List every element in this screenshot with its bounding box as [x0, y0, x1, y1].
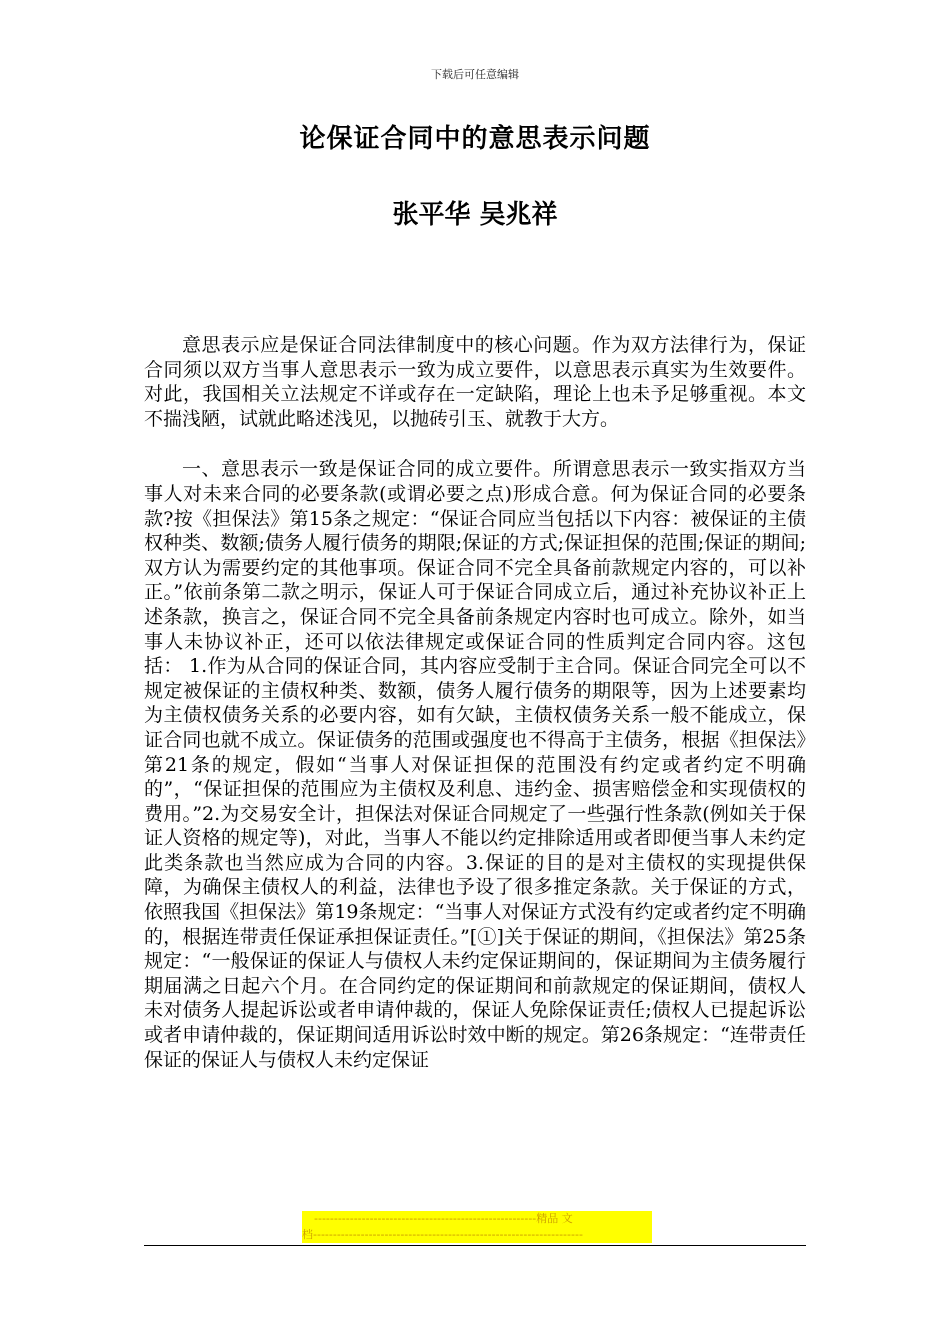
paragraph-section-1: 一、意思表示一致是保证合同的成立要件。所谓意思表示一致实指双方当事人对未来合同的必要条款(或谓必要之点)形成合意。何为保证合同的必要条款?按《担保法》第15条之规定：“保证合同应当包括以下内容：被保证的主债权种类、数额;债务人履行债务的期限;保证的方式;保证担保的范围;保证的期间;双方认为需要约定的其他事项。保证合同不完全具备前款规定内容的，可以补正。”依前条第二款之明示，保证人可于保证合同成立后，通过补充协议补正上述条款，换言之，保证合同不完全具备前条规定内容时也可成立。除外，如当事人未协议补正，还可以依法律规定或保证合同的性质判定合同内容。这包括： 1.作为从合同的保证合同，其内容应受制于主合同。保证合同完全可以不规定被保证的主债权种类、数额，债务人履行债务的期限等，因为上述要素均为主债权债务关系的必要内容，如有欠缺，主债权债务关系一般不能成立，保证合同也就不成立。保证债务的范围或强度也不得高于主债务，根据《担保法》第21条的规定，假如“当事人对保证担保的范围没有约定或者约定不明确的”，“保证担保的范围应为主债权及利息、违约金、损害赔偿金和实现债权的费用。”2.为交易安全计，担保法对保证合同规定了一些强行性条款(例如关于保证人资格的规定等)，对此，当事人不能以约定排除适用或者即便当事人未约定此类条款也当然应成为合同的内容。3.保证的目的是对主债权的实现提供保障，为确保主债权人的利益，法律也予设了很多推定条款。关于保证的方式，依照我国《担保法》第19条规定：“当事人对保证方式没有约定或者约定不明确的，根据连带责任保证承担保证责任。”[①]关于保证的期间，《担保法》第25条规定：“一般保证的保证人与债权人未约定保证期间的，保证期间为主债务履行期届满之日起六个月。在合同约定的保证期间和前款规定的保证期间，债权人未对债务人提起诉讼或者申请仲裁的，保证人免除保证责任;债权人已提起诉讼或者申请仲裁的，保证期间适用诉讼时效中断的规定。第26条规定：“连带责任保证的保证人与债权人未约定保证	[144, 458, 806, 1071]
document-body	[144, 333, 806, 1072]
footer-banner-line-2: 档--------------------------------------------------------------------	[302, 1228, 583, 1241]
footer-banner-line-1: --------------------------------------------------------精品 文	[314, 1212, 573, 1225]
header-note: 下载后可任意编辑	[431, 68, 519, 81]
paragraph-intro: 意思表示应是保证合同法律制度中的核心问题。作为双方法律行为，保证合同须以双方当事人意思表示一致为成立要件，以意思表示真实为生效要件。对此，我国相关立法规定不详或存在一定缺陷，理论上也未予足够重视。本文不揣浅陋，试就此略述浅见，以抛砖引玉、就教于大方。	[144, 334, 806, 430]
footer-divider	[144, 1245, 806, 1246]
footer-banner	[302, 1211, 652, 1243]
document-title: 论保证合同中的意思表示问题	[299, 124, 651, 154]
document-authors: 张平华 吴兆祥	[392, 200, 558, 230]
